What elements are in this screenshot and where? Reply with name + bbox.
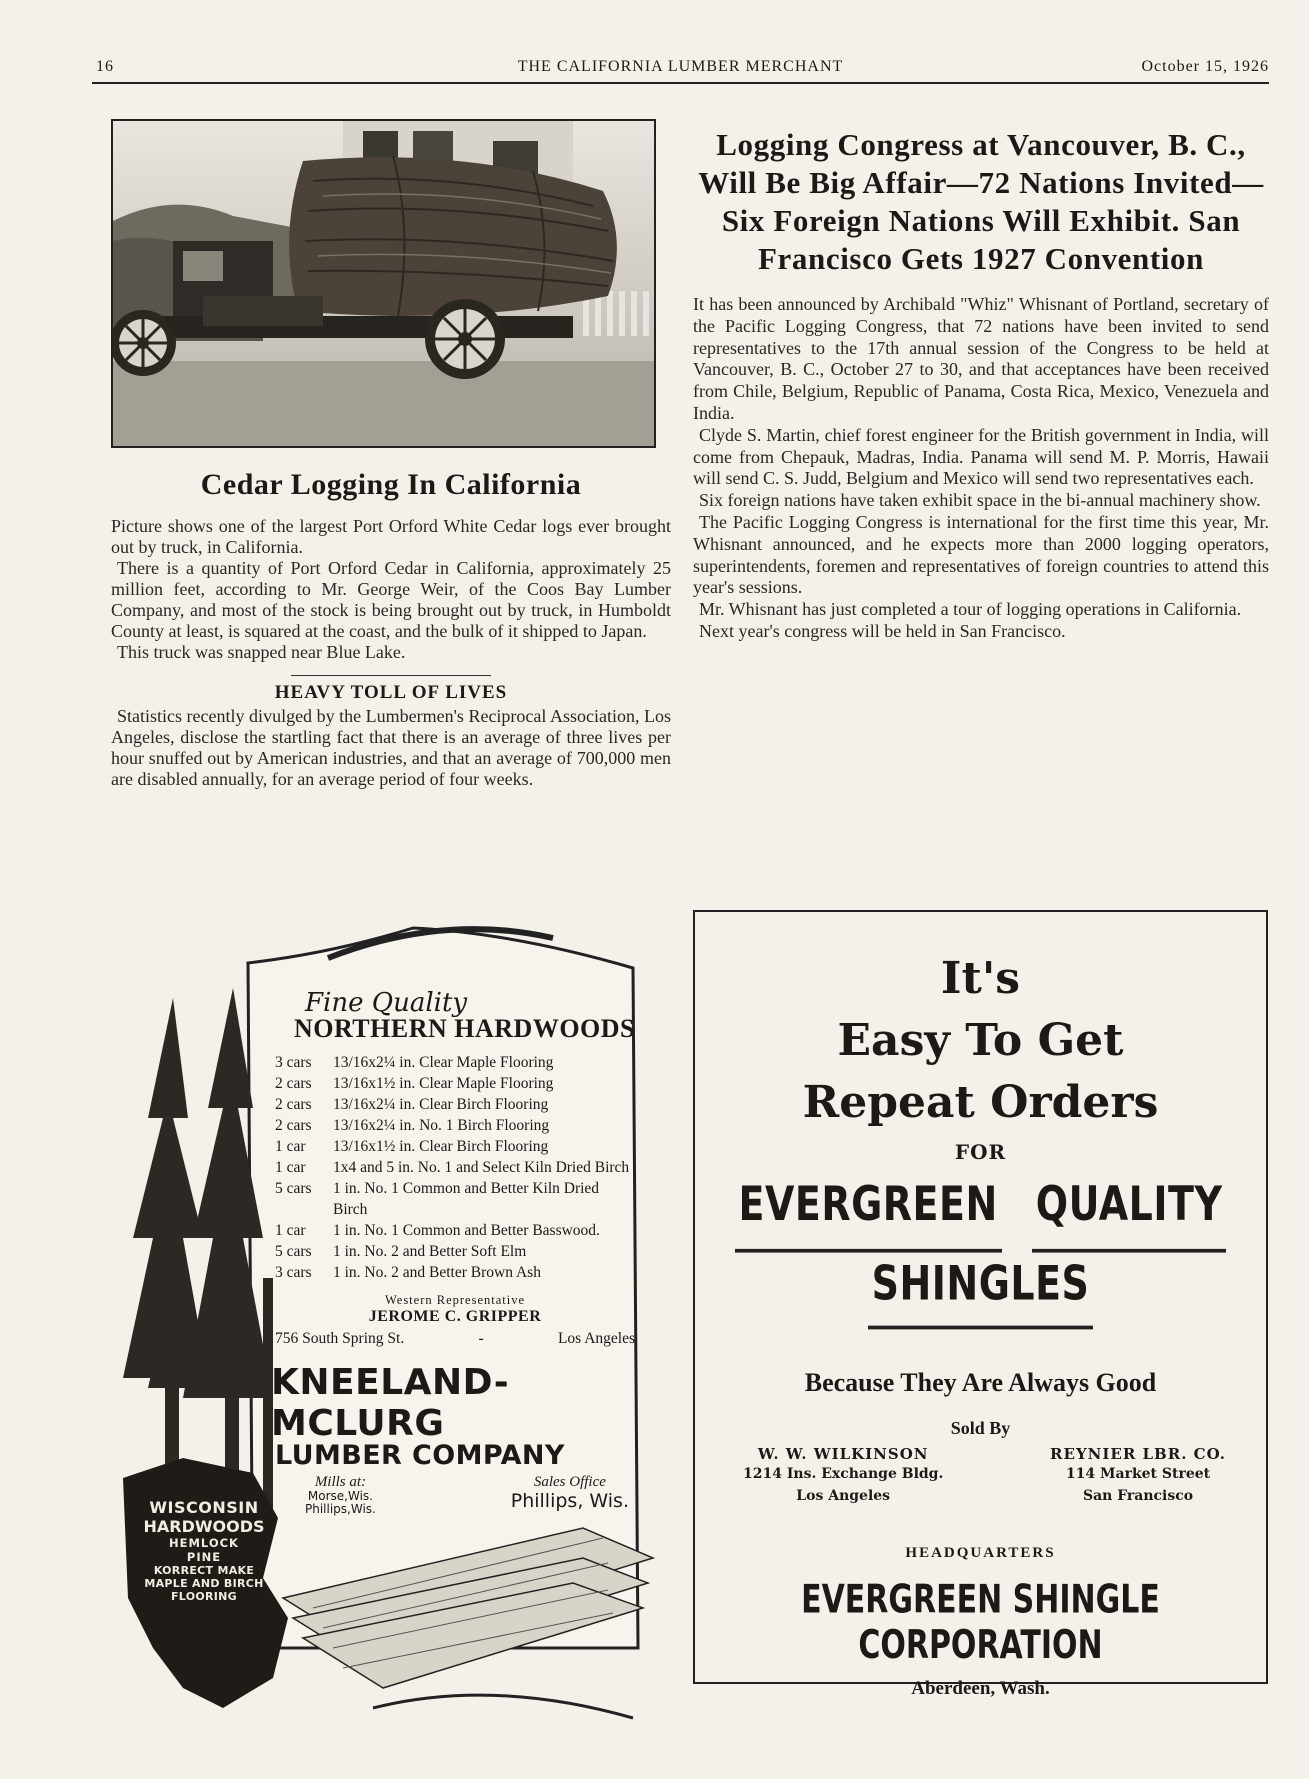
congress-article-paragraph: Clyde S. Martin, chief forest engineer for the British government in India, will come from Chepauk, Madras, India. Panama will send M. P. Morris, Hawaii will send C. S. Judd, Belgium and Mexico will send two representatives each. bbox=[693, 424, 1269, 489]
rep-name: JEROME C. GRIPPER bbox=[368, 1308, 542, 1325]
page-number: 16 bbox=[96, 58, 114, 75]
company-name-line1: KNEELAND-MCLURG bbox=[271, 1362, 510, 1444]
cedar-log-truck-photo bbox=[111, 119, 656, 448]
issue-date: October 15, 1926 bbox=[1141, 58, 1269, 75]
dealer-address: 1214 Ins. Exchange Bldg. bbox=[743, 1466, 944, 1482]
congress-article-paragraph: Mr. Whisnant has just completed a tour of logging operations in California. bbox=[699, 599, 1242, 620]
congress-article-paragraph: Six foreign nations have taken exhibit space in the bi-annual machinery show. bbox=[699, 490, 1261, 511]
corporation-name: EVERGREEN SHINGLE CORPORATION bbox=[801, 1577, 1160, 1669]
stock-item: 2 cars 13/16x2¼ in. Clear Birch Flooring bbox=[275, 1096, 549, 1113]
dealer-address: 114 Market Street bbox=[1065, 1466, 1211, 1482]
ad-text-panel bbox=[271, 988, 635, 1516]
right-column-article bbox=[693, 126, 1269, 643]
product-word: EVERGREEN bbox=[735, 1176, 1002, 1252]
stock-item: 5 cars 1 in. No. 2 and Better Soft Elm bbox=[275, 1243, 527, 1260]
ad-heading: NORTHERN HARDWOODS bbox=[293, 1014, 635, 1043]
ad-tagline: Fine Quality bbox=[305, 988, 468, 1018]
toll-article-title: HEAVY TOLL OF LIVES bbox=[274, 682, 508, 703]
sales-block bbox=[511, 1475, 629, 1516]
stock-item: 2 cars 13/16x1½ in. Clear Maple Flooring bbox=[275, 1075, 554, 1092]
product-name bbox=[695, 1176, 1266, 1252]
dealer bbox=[743, 1445, 943, 1507]
rep-dash: - bbox=[478, 1330, 484, 1347]
ad-for: FOR bbox=[954, 1140, 1007, 1164]
dealer-city: San Francisco bbox=[1082, 1488, 1194, 1504]
product-shingles: SHINGLES bbox=[868, 1256, 1094, 1330]
congress-article-paragraph: It has been announced by Archibald "Whiz" Whisnant of Portland, secretary of the Pacific Logging Congress, that 72 nations have been invited to send representatives to the 17th annual session of the Congress to be held at Vancouver, B. C., October 27 to 30, and that acceptances have been received from Chile, Belgium, Republic of Panama, Costa Rica, Mexico, Venezuela and India. bbox=[693, 294, 1269, 423]
ad-headline-line2: Easy To Get bbox=[837, 1015, 1124, 1066]
congress-article-paragraph: Next year's congress will be held in San Francisco. bbox=[699, 620, 1066, 641]
stock-item: 5 cars 1 in. No. 1 Common and Better Kiln Dried Birch bbox=[275, 1180, 600, 1218]
stock-item: 3 cars 1 in. No. 2 and Better Brown Ash bbox=[275, 1264, 541, 1281]
dealer-name: REYNIER LBR. CO. bbox=[1050, 1445, 1226, 1463]
section-divider bbox=[291, 675, 491, 676]
ad-headline-line1: It's bbox=[940, 953, 1021, 1004]
stock-item: 1 car 13/16x1½ in. Clear Birch Flooring bbox=[275, 1138, 549, 1155]
sold-by-label: Sold By bbox=[950, 1418, 1011, 1438]
cedar-article-paragraph: There is a quantity of Port Orford Cedar in California, approximately 25 million feet, according to Mr. George Weir, of the Coos Bay Lumber Company, and most of the stock is being brought out by truck, in Humboldt County at least, is squared at the coast, and the bulk of it shipped to Japan. bbox=[111, 558, 671, 641]
stock-item: 2 cars 13/16x2¼ in. No. 1 Birch Flooring bbox=[275, 1117, 550, 1134]
product-word: QUALITY bbox=[1032, 1176, 1227, 1252]
dealer-list bbox=[695, 1445, 1266, 1507]
toll-article-paragraph: Statistics recently divulged by the Lumbermen's Reciprocal Association, Los Angeles, disclose the startling fact that there is an average of three lives per hour snuffed out by American industries, and that an average of 700,000 men are disabled annually, for an average period of four weeks. bbox=[111, 706, 671, 789]
cedar-article-paragraph: This truck was snapped near Blue Lake. bbox=[117, 642, 406, 662]
dealer-city: Los Angeles bbox=[796, 1488, 891, 1504]
sales-city: Phillips, Wis. bbox=[510, 1490, 629, 1512]
stock-list bbox=[275, 1052, 635, 1283]
mills-block bbox=[305, 1475, 376, 1516]
publication-title: THE CALIFORNIA LUMBER MERCHANT bbox=[517, 58, 844, 75]
stock-item: 1 car 1 in. No. 1 Common and Better Basswood. bbox=[275, 1222, 600, 1239]
congress-article-title: Logging Congress at Vancouver, B. C., Will Be Big Affair—72 Nations Invited—Six Foreign Nations Will Exhibit. San Francisco Gets 1927 Convention bbox=[698, 127, 1264, 276]
mills-place: Morse,Wis. bbox=[307, 1489, 373, 1503]
rep-street: 756 South Spring St. bbox=[275, 1330, 405, 1347]
running-header bbox=[92, 58, 1269, 84]
sales-label: Sales Office bbox=[533, 1474, 606, 1490]
mills-and-sales bbox=[275, 1475, 635, 1516]
ad-headline-line3: Repeat Orders bbox=[802, 1077, 1159, 1128]
rep-label: Western Representative bbox=[384, 1293, 526, 1307]
evergreen-shingle-advertisement bbox=[693, 910, 1268, 1699]
kneeland-mclurg-advertisement bbox=[113, 918, 673, 1773]
company-name-line2: LUMBER COMPANY bbox=[275, 1440, 565, 1471]
wisconsin-hardwoods-label: WISCONSIN HARDWOODS HEMLOCK PINE KORRECT MAKE MAPLE AND BIRCH FLOORING bbox=[143, 1498, 265, 1603]
cedar-article-title: Cedar Logging In California bbox=[200, 468, 582, 501]
left-column-articles bbox=[111, 468, 671, 790]
headquarters-label: HEADQUARTERS bbox=[905, 1545, 1056, 1561]
stock-item: 3 cars 13/16x2¼ in. Clear Maple Flooring bbox=[275, 1054, 554, 1071]
dealer-name: W. W. WILKINSON bbox=[757, 1445, 929, 1463]
rep-city: Los Angeles bbox=[557, 1330, 635, 1347]
dealer bbox=[1050, 1445, 1226, 1507]
stock-item: 1 car 1x4 and 5 in. No. 1 and Select Kiln Dried Birch bbox=[275, 1159, 630, 1176]
congress-article-paragraph: The Pacific Logging Congress is international for the first time this year, Mr. Whisnant announced, and he expects more than 2000 logging operators, superintendents, foremen and representatives of foreign countries to attend this year's sessions. bbox=[693, 511, 1269, 598]
mills-place: Phillips,Wis. bbox=[305, 1502, 376, 1516]
headquarters-city: Aberdeen, Wash. bbox=[911, 1678, 1050, 1699]
rep-address bbox=[275, 1330, 635, 1348]
cedar-article-paragraph: Picture shows one of the largest Port Orford White Cedar logs ever brought out by truck, in California. bbox=[111, 516, 671, 557]
mills-label: Mills at: bbox=[314, 1474, 367, 1490]
ad-slogan: Because They Are Always Good bbox=[804, 1368, 1157, 1397]
